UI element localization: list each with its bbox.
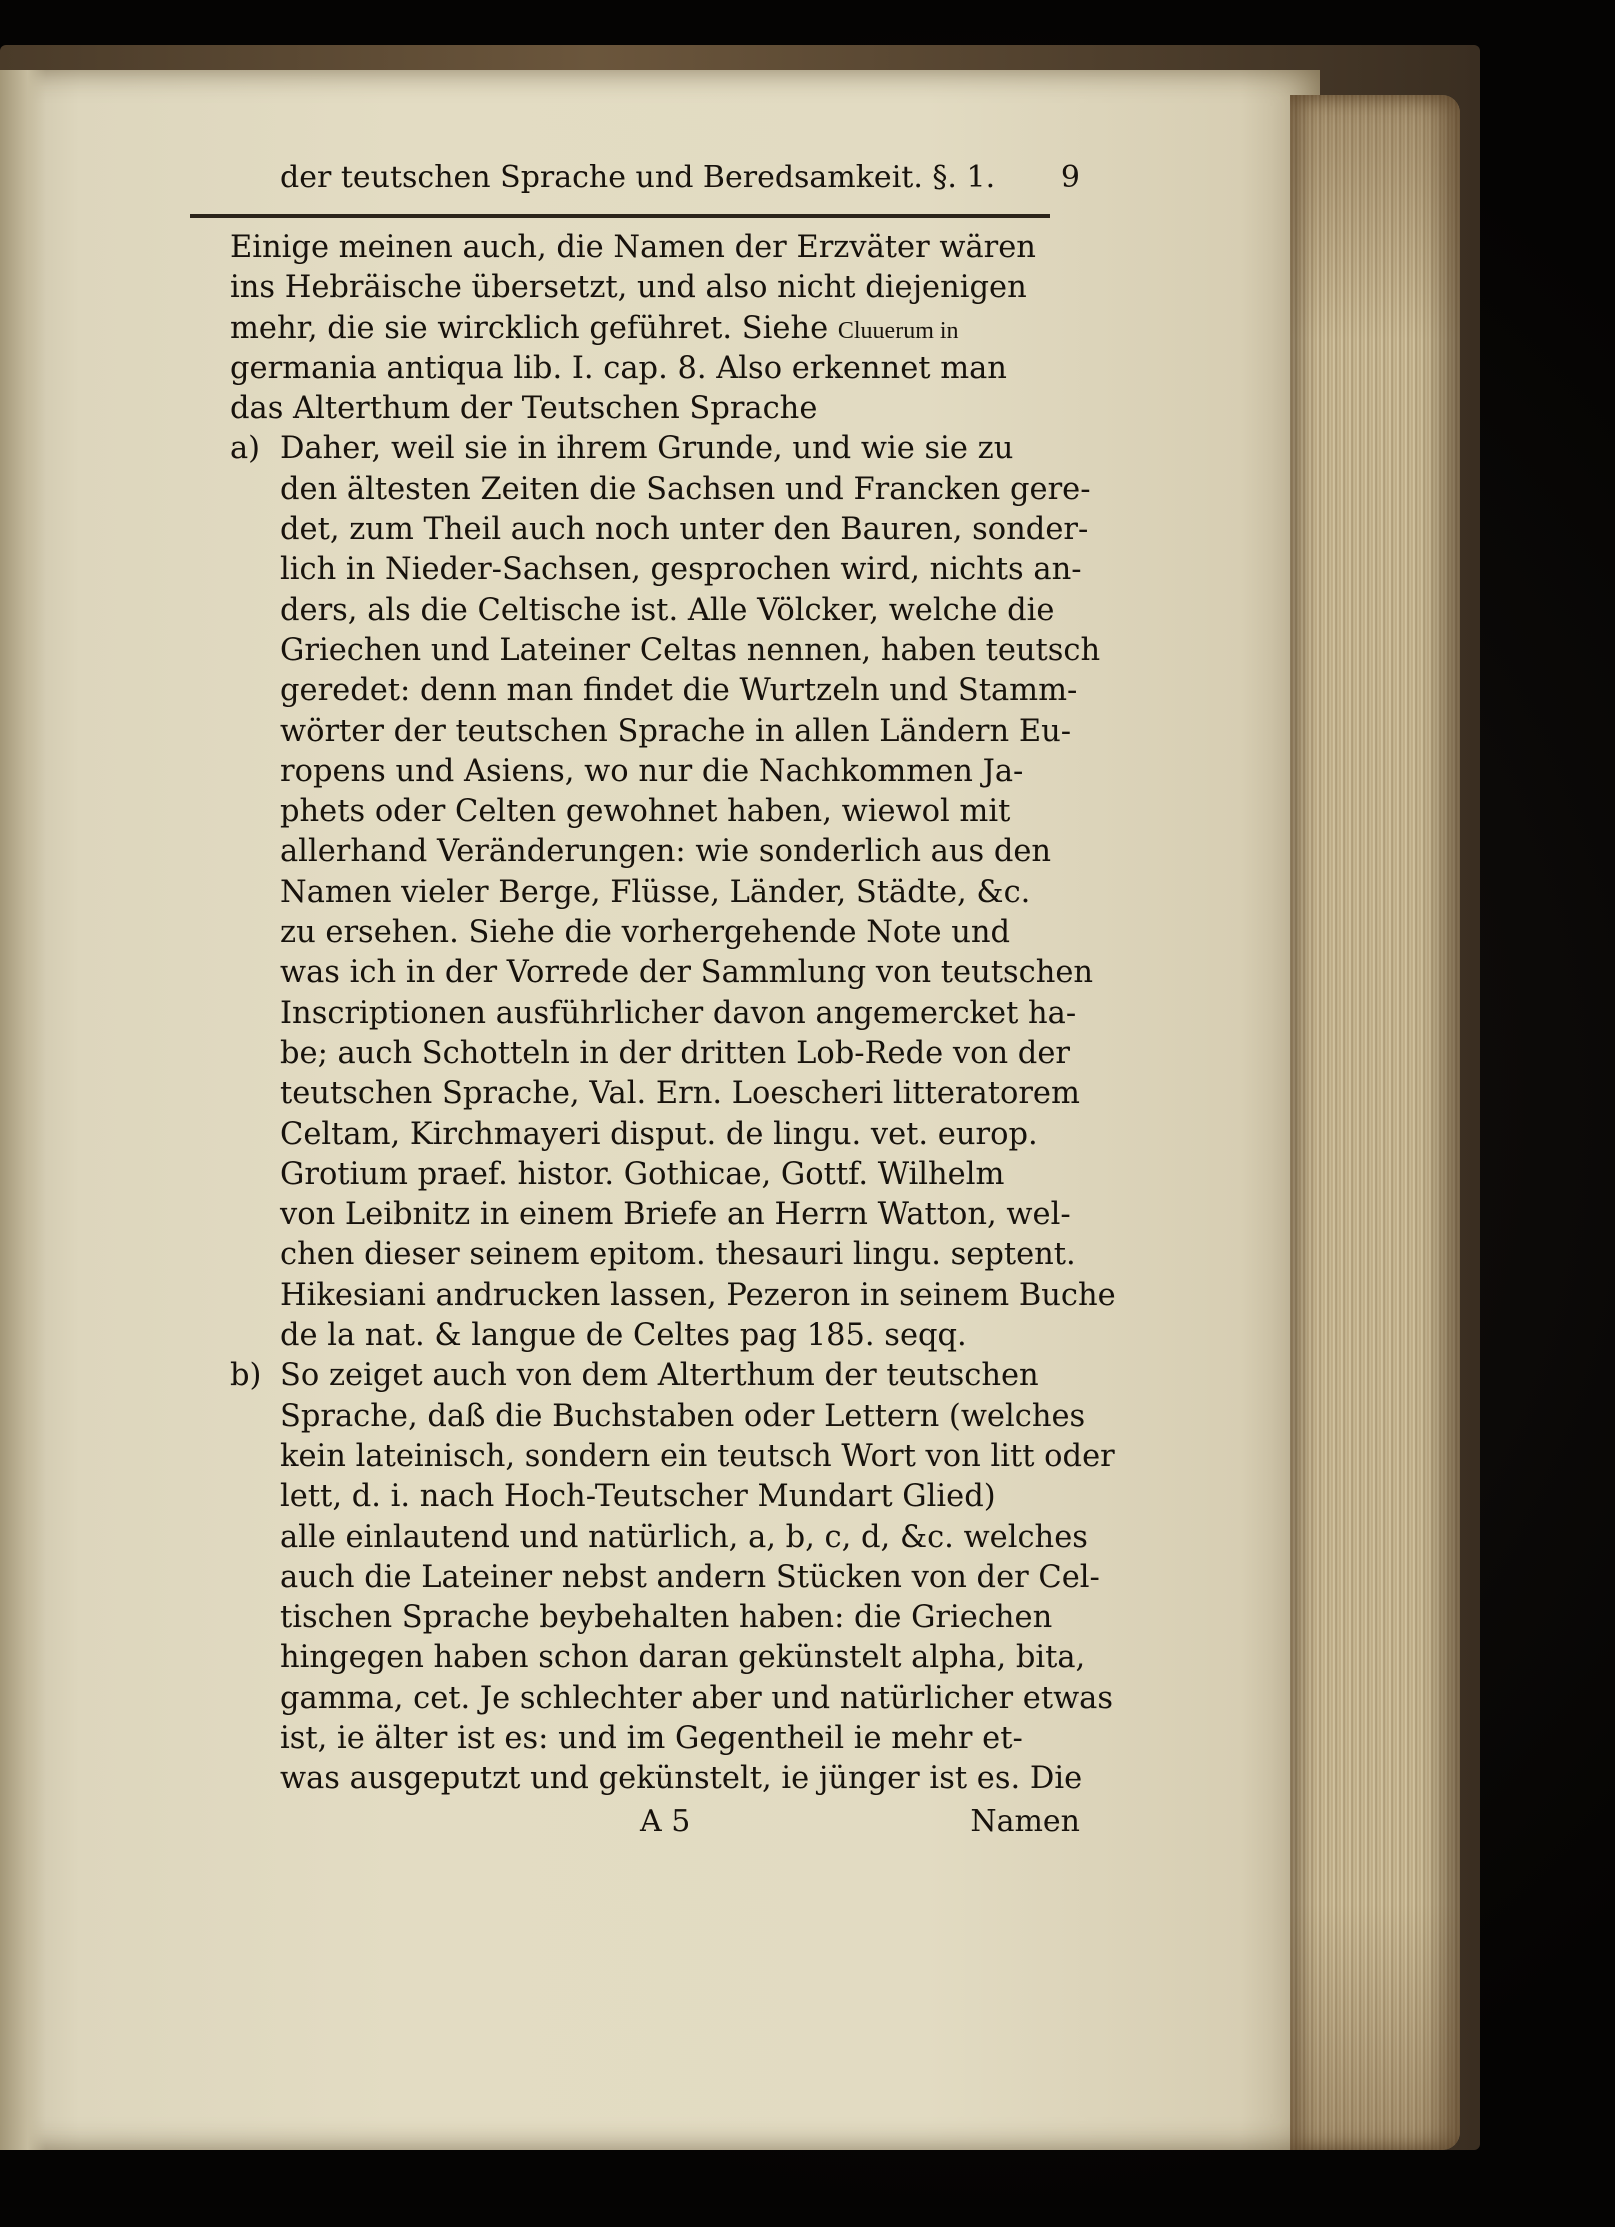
text-line: chen dieser seinem epitom. thesauri lingu. septent.: [280, 1237, 1076, 1273]
text-line: det, zum Theil auch noch unter den Bauren, sonder-: [280, 512, 1089, 548]
footnote-a: [200, 429, 1116, 1356]
signature-mark: A 5: [640, 1803, 691, 1839]
running-head: [200, 148, 1080, 208]
page-footer: [200, 1800, 1080, 1844]
footnote-label-b: b): [230, 1358, 262, 1394]
text-line: ropens und Asiens, wo nur die Nachkommen Ja-: [280, 753, 1024, 789]
header-rule: [190, 214, 1050, 218]
text-line: Grotium praef. histor. Gothicae, Gottf. Wilhelm: [280, 1156, 1005, 1192]
text-line: kein lateinisch, sondern ein teutsch Wort von litt oder: [280, 1438, 1115, 1474]
intro-paragraph: [200, 228, 1080, 429]
text-line: Sprache, daß die Buchstaben oder Lettern (welches: [280, 1398, 1086, 1434]
text-line: teutschen Sprache, Val. Ern. Loescheri litteratorem: [280, 1076, 1080, 1112]
text-line: Griechen und Lateiner Celtas nennen, haben teutsch: [280, 632, 1101, 668]
text-line: was ich in der Vorrede der Sammlung von teutschen: [280, 955, 1094, 991]
running-head-title: der teutschen Sprache und Beredsamkeit. §. 1.: [280, 160, 996, 195]
text-column: [200, 148, 1116, 1844]
catchword: Namen: [970, 1803, 1080, 1839]
text-line: das Alterthum der Teutschen Sprache: [230, 391, 818, 427]
text-line: den ältesten Zeiten die Sachsen und Francken gere-: [280, 471, 1091, 507]
footnote-b: [200, 1356, 1115, 1799]
text-line: be; auch Schotteln in der dritten Lob-Rede von der: [280, 1035, 1070, 1071]
text-line: Hikesiani andrucken lassen, Pezeron in seinem Buche: [280, 1277, 1116, 1313]
text-line-part: mehr, die sie wircklich geführet. Siehe: [230, 310, 829, 346]
text-line: von Leibnitz in einem Briefe an Herrn Watton, wel-: [280, 1197, 1071, 1233]
text-line: ins Hebräische übersetzt, und also nicht diejenigen: [230, 270, 1027, 306]
text-line: Inscriptionen ausführlicher davon angemercket ha-: [280, 995, 1077, 1031]
facing-page-edge: [0, 70, 46, 2150]
text-line: de la nat. & langue de Celtes pag 185. seqq.: [280, 1318, 967, 1354]
page-number: 9: [1060, 160, 1080, 195]
text-line: tischen Sprache beybehalten haben: die Griechen: [280, 1600, 1053, 1636]
text-line: Namen vieler Berge, Flüsse, Länder, Städte, &c.: [280, 874, 1031, 910]
text-line: [200, 1356, 1080, 1396]
text-line: ders, als die Celtische ist. Alle Völcker, welche die: [280, 592, 1055, 628]
text-line: auch die Lateiner nebst andern Stücken von der Cel-: [280, 1559, 1100, 1595]
text-line: allerhand Veränderungen: wie sonderlich aus den: [280, 834, 1052, 870]
page-block-shadow: [1290, 95, 1460, 2150]
footnote-label-a: a): [230, 431, 261, 467]
text-line-part: Daher, weil sie in ihrem Grunde, und wie sie zu: [280, 431, 1014, 467]
text-line: lich in Nieder-Sachsen, gesprochen wird, nichts an-: [280, 552, 1082, 588]
latin-citation: Cluuerum in: [837, 317, 959, 344]
text-line: Einige meinen auch, die Namen der Erzväter wären: [230, 230, 1036, 265]
text-line: gamma, cet. Je schlechter aber und natürlicher etwas: [280, 1680, 1114, 1716]
text-line: phets oder Celten gewohnet haben, wiewol mit: [280, 794, 1011, 830]
text-line: hingegen haben schon daran gekünstelt alpha, bita,: [280, 1640, 1086, 1676]
text-line: [200, 429, 1080, 469]
text-line: geredet: denn man findet die Wurtzeln und Stamm-: [280, 673, 1078, 709]
text-line: [200, 309, 1080, 349]
text-line: wörter der teutschen Sprache in allen Ländern Eu-: [280, 713, 1072, 749]
text-line: Celtam, Kirchmayeri disput. de lingu. vet. europ.: [280, 1116, 1038, 1152]
text-line: was ausgeputzt und gekünstelt, ie jünger ist es. Die: [280, 1761, 1083, 1797]
text-line: zu ersehen. Siehe die vorhergehende Note und: [280, 915, 1011, 951]
text-line: germania antiqua lib. I. cap. 8. Also erkennet man: [230, 350, 1007, 386]
text-line: lett, d. i. nach Hoch-Teutscher Mundart Glied): [280, 1479, 996, 1515]
text-line-part: So zeiget auch von dem Alterthum der teutschen: [280, 1358, 1039, 1394]
text-line: ist, ie älter ist es: und im Gegentheil ie mehr et-: [280, 1720, 1023, 1756]
text-line: alle einlautend und natürlich, a, b, c, d, &c. welches: [280, 1519, 1088, 1555]
